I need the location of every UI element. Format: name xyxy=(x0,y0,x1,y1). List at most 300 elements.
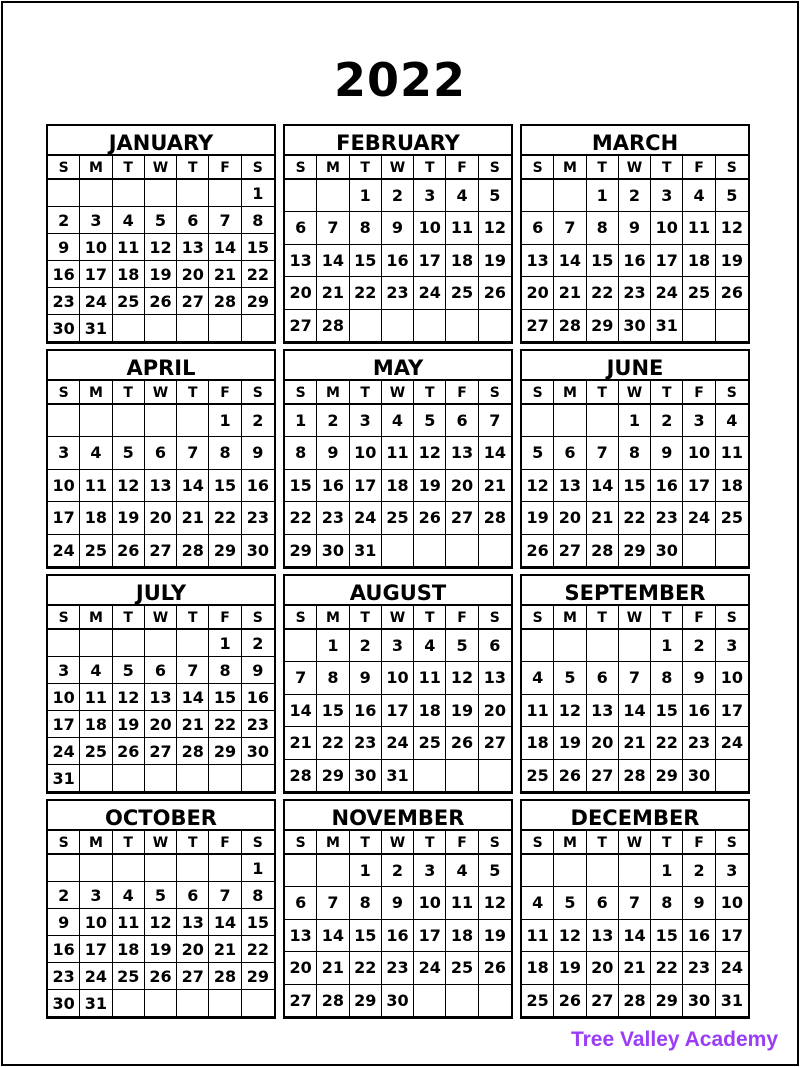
empty-day-cell xyxy=(414,535,446,567)
empty-day-cell xyxy=(209,315,241,342)
empty-day-cell xyxy=(479,760,511,792)
empty-day-cell xyxy=(554,630,586,662)
day-cell: 29 xyxy=(209,535,241,567)
day-cell: 1 xyxy=(651,855,683,887)
month-february xyxy=(283,124,513,344)
day-cell: 17 xyxy=(48,711,80,738)
weekday-header: T xyxy=(113,606,145,630)
empty-day-cell xyxy=(80,765,112,792)
day-cell: 28 xyxy=(177,738,209,765)
day-cell: 1 xyxy=(285,405,317,437)
day-cell: 30 xyxy=(683,760,715,792)
day-cell: 21 xyxy=(317,952,349,984)
day-cell: 3 xyxy=(48,657,80,684)
empty-day-cell xyxy=(113,180,145,207)
weekday-header: T xyxy=(177,156,209,180)
day-cell: 19 xyxy=(479,920,511,952)
day-cell: 8 xyxy=(209,437,241,469)
day-cell: 26 xyxy=(113,535,145,567)
day-cell: 2 xyxy=(651,405,683,437)
weekday-header: S xyxy=(48,381,80,405)
day-cell: 25 xyxy=(522,985,554,1017)
day-cell: 4 xyxy=(683,180,715,212)
day-cell: 24 xyxy=(683,502,715,534)
month-grid xyxy=(48,381,274,567)
weekday-header: S xyxy=(522,381,554,405)
day-cell: 17 xyxy=(80,936,112,963)
empty-day-cell xyxy=(177,315,209,342)
day-cell: 1 xyxy=(242,855,274,882)
day-cell: 21 xyxy=(479,470,511,502)
day-cell: 18 xyxy=(446,245,478,277)
day-cell: 6 xyxy=(177,882,209,909)
day-cell: 5 xyxy=(113,657,145,684)
day-cell: 30 xyxy=(317,535,349,567)
day-cell: 7 xyxy=(177,437,209,469)
month-name: JANUARY xyxy=(48,126,274,156)
day-cell: 5 xyxy=(716,180,748,212)
day-cell: 7 xyxy=(317,887,349,919)
weekday-header: S xyxy=(242,381,274,405)
day-cell: 20 xyxy=(285,952,317,984)
day-cell: 1 xyxy=(209,630,241,657)
empty-day-cell xyxy=(242,990,274,1017)
day-cell: 12 xyxy=(479,887,511,919)
weekday-header: T xyxy=(177,831,209,855)
day-cell: 22 xyxy=(350,952,382,984)
weekday-header: S xyxy=(716,381,748,405)
empty-day-cell xyxy=(587,405,619,437)
day-cell: 16 xyxy=(242,470,274,502)
day-cell: 10 xyxy=(651,212,683,244)
weekday-header: T xyxy=(587,381,619,405)
day-cell: 12 xyxy=(446,662,478,694)
day-cell: 25 xyxy=(113,288,145,315)
day-cell: 14 xyxy=(209,909,241,936)
day-cell: 16 xyxy=(651,470,683,502)
weekday-header: F xyxy=(446,606,478,630)
day-cell: 2 xyxy=(242,630,274,657)
day-cell: 8 xyxy=(209,657,241,684)
empty-day-cell xyxy=(177,855,209,882)
day-cell: 2 xyxy=(683,855,715,887)
empty-day-cell xyxy=(479,535,511,567)
day-cell: 4 xyxy=(716,405,748,437)
day-cell: 28 xyxy=(177,535,209,567)
day-cell: 19 xyxy=(554,727,586,759)
month-november xyxy=(283,799,513,1019)
empty-day-cell xyxy=(522,855,554,887)
empty-day-cell xyxy=(285,630,317,662)
day-cell: 4 xyxy=(522,887,554,919)
weekday-header: F xyxy=(446,156,478,180)
day-cell: 15 xyxy=(651,920,683,952)
day-cell: 6 xyxy=(479,630,511,662)
weekday-header: W xyxy=(619,831,651,855)
day-cell: 1 xyxy=(619,405,651,437)
day-cell: 13 xyxy=(554,470,586,502)
day-cell: 31 xyxy=(651,310,683,342)
day-cell: 8 xyxy=(350,887,382,919)
day-cell: 16 xyxy=(317,470,349,502)
day-cell: 9 xyxy=(382,887,414,919)
empty-day-cell xyxy=(317,855,349,887)
day-cell: 22 xyxy=(350,277,382,309)
day-cell: 30 xyxy=(242,738,274,765)
weekday-header: F xyxy=(209,381,241,405)
weekday-header: W xyxy=(619,156,651,180)
day-cell: 25 xyxy=(414,727,446,759)
day-cell: 4 xyxy=(80,437,112,469)
day-cell: 14 xyxy=(285,695,317,727)
day-cell: 15 xyxy=(587,245,619,277)
day-cell: 20 xyxy=(177,936,209,963)
month-july xyxy=(46,574,276,794)
day-cell: 18 xyxy=(446,920,478,952)
day-cell: 9 xyxy=(683,887,715,919)
weekday-header: S xyxy=(242,156,274,180)
day-cell: 3 xyxy=(651,180,683,212)
day-cell: 18 xyxy=(414,695,446,727)
month-grid xyxy=(285,831,511,1017)
month-grid xyxy=(48,831,274,1017)
weekday-header: S xyxy=(522,606,554,630)
day-cell: 15 xyxy=(651,695,683,727)
day-cell: 7 xyxy=(587,437,619,469)
day-cell: 2 xyxy=(382,180,414,212)
weekday-header: T xyxy=(587,606,619,630)
day-cell: 26 xyxy=(414,502,446,534)
weekday-header: S xyxy=(716,831,748,855)
day-cell: 19 xyxy=(414,470,446,502)
day-cell: 14 xyxy=(554,245,586,277)
day-cell: 19 xyxy=(145,261,177,288)
weekday-header: W xyxy=(145,156,177,180)
day-cell: 20 xyxy=(177,261,209,288)
day-cell: 22 xyxy=(619,502,651,534)
day-cell: 20 xyxy=(479,695,511,727)
day-cell: 11 xyxy=(414,662,446,694)
day-cell: 27 xyxy=(522,310,554,342)
day-cell: 12 xyxy=(414,437,446,469)
day-cell: 23 xyxy=(619,277,651,309)
day-cell: 16 xyxy=(382,920,414,952)
day-cell: 10 xyxy=(716,887,748,919)
day-cell: 28 xyxy=(554,310,586,342)
day-cell: 18 xyxy=(113,261,145,288)
day-cell: 29 xyxy=(587,310,619,342)
day-cell: 8 xyxy=(587,212,619,244)
weekday-header: F xyxy=(209,156,241,180)
weekday-header: W xyxy=(145,381,177,405)
day-cell: 13 xyxy=(145,470,177,502)
day-cell: 6 xyxy=(145,657,177,684)
day-cell: 1 xyxy=(317,630,349,662)
day-cell: 14 xyxy=(479,437,511,469)
day-cell: 19 xyxy=(554,952,586,984)
day-cell: 24 xyxy=(414,952,446,984)
day-cell: 16 xyxy=(48,936,80,963)
day-cell: 6 xyxy=(522,212,554,244)
day-cell: 16 xyxy=(683,920,715,952)
weekday-header: M xyxy=(317,606,349,630)
day-cell: 27 xyxy=(587,760,619,792)
weekday-header: T xyxy=(113,381,145,405)
day-cell: 28 xyxy=(619,760,651,792)
day-cell: 9 xyxy=(619,212,651,244)
weekday-header: S xyxy=(479,156,511,180)
empty-day-cell xyxy=(446,985,478,1017)
empty-day-cell xyxy=(80,630,112,657)
empty-day-cell xyxy=(145,990,177,1017)
month-september xyxy=(520,574,750,794)
day-cell: 2 xyxy=(48,207,80,234)
day-cell: 30 xyxy=(382,985,414,1017)
day-cell: 27 xyxy=(479,727,511,759)
day-cell: 21 xyxy=(177,711,209,738)
empty-day-cell xyxy=(48,630,80,657)
day-cell: 7 xyxy=(209,882,241,909)
day-cell: 17 xyxy=(382,695,414,727)
weekday-header: W xyxy=(145,831,177,855)
day-cell: 27 xyxy=(285,310,317,342)
day-cell: 13 xyxy=(587,695,619,727)
weekday-header: M xyxy=(80,381,112,405)
weekday-header: S xyxy=(716,606,748,630)
weekday-header: T xyxy=(350,381,382,405)
empty-day-cell xyxy=(177,630,209,657)
day-cell: 6 xyxy=(177,207,209,234)
day-cell: 7 xyxy=(285,662,317,694)
day-cell: 25 xyxy=(522,760,554,792)
weekday-header: F xyxy=(209,606,241,630)
day-cell: 18 xyxy=(80,711,112,738)
day-cell: 6 xyxy=(587,887,619,919)
day-cell: 25 xyxy=(113,963,145,990)
day-cell: 3 xyxy=(48,437,80,469)
empty-day-cell xyxy=(145,405,177,437)
empty-day-cell xyxy=(209,765,241,792)
empty-day-cell xyxy=(48,855,80,882)
day-cell: 15 xyxy=(285,470,317,502)
day-cell: 3 xyxy=(716,630,748,662)
day-cell: 2 xyxy=(683,630,715,662)
day-cell: 21 xyxy=(317,277,349,309)
day-cell: 13 xyxy=(177,909,209,936)
empty-day-cell xyxy=(414,760,446,792)
empty-day-cell xyxy=(48,405,80,437)
day-cell: 10 xyxy=(414,212,446,244)
weekday-header: T xyxy=(414,831,446,855)
day-cell: 8 xyxy=(317,662,349,694)
weekday-header: S xyxy=(242,606,274,630)
day-cell: 9 xyxy=(48,234,80,261)
weekday-header: M xyxy=(554,381,586,405)
empty-day-cell xyxy=(177,405,209,437)
day-cell: 11 xyxy=(113,234,145,261)
day-cell: 17 xyxy=(80,261,112,288)
day-cell: 13 xyxy=(145,684,177,711)
day-cell: 23 xyxy=(242,711,274,738)
weekday-header: S xyxy=(522,156,554,180)
day-cell: 17 xyxy=(683,470,715,502)
empty-day-cell xyxy=(446,760,478,792)
day-cell: 14 xyxy=(619,695,651,727)
day-cell: 21 xyxy=(177,502,209,534)
day-cell: 29 xyxy=(285,535,317,567)
day-cell: 1 xyxy=(242,180,274,207)
day-cell: 23 xyxy=(683,952,715,984)
day-cell: 27 xyxy=(554,535,586,567)
day-cell: 3 xyxy=(382,630,414,662)
weekday-header: S xyxy=(285,156,317,180)
empty-day-cell xyxy=(554,180,586,212)
day-cell: 2 xyxy=(350,630,382,662)
empty-day-cell xyxy=(414,985,446,1017)
day-cell: 26 xyxy=(554,760,586,792)
day-cell: 2 xyxy=(48,882,80,909)
month-december xyxy=(520,799,750,1019)
day-cell: 1 xyxy=(209,405,241,437)
day-cell: 19 xyxy=(113,711,145,738)
day-cell: 31 xyxy=(350,535,382,567)
month-grid xyxy=(285,606,511,792)
weekday-header: M xyxy=(80,831,112,855)
weekday-header: S xyxy=(716,156,748,180)
empty-day-cell xyxy=(479,310,511,342)
weekday-header: T xyxy=(350,156,382,180)
day-cell: 13 xyxy=(446,437,478,469)
day-cell: 16 xyxy=(382,245,414,277)
day-cell: 23 xyxy=(350,727,382,759)
day-cell: 2 xyxy=(619,180,651,212)
empty-day-cell xyxy=(80,405,112,437)
day-cell: 10 xyxy=(350,437,382,469)
day-cell: 18 xyxy=(522,952,554,984)
weekday-header: F xyxy=(683,156,715,180)
empty-day-cell xyxy=(177,990,209,1017)
day-cell: 19 xyxy=(716,245,748,277)
day-cell: 28 xyxy=(619,985,651,1017)
day-cell: 3 xyxy=(414,855,446,887)
day-cell: 12 xyxy=(522,470,554,502)
day-cell: 20 xyxy=(285,277,317,309)
empty-day-cell xyxy=(446,535,478,567)
day-cell: 3 xyxy=(683,405,715,437)
day-cell: 27 xyxy=(177,288,209,315)
day-cell: 10 xyxy=(48,684,80,711)
day-cell: 30 xyxy=(683,985,715,1017)
day-cell: 23 xyxy=(382,952,414,984)
day-cell: 31 xyxy=(80,990,112,1017)
day-cell: 28 xyxy=(209,963,241,990)
day-cell: 7 xyxy=(317,212,349,244)
empty-day-cell xyxy=(177,765,209,792)
day-cell: 8 xyxy=(242,882,274,909)
day-cell: 9 xyxy=(382,212,414,244)
day-cell: 26 xyxy=(716,277,748,309)
day-cell: 22 xyxy=(317,727,349,759)
month-march xyxy=(520,124,750,344)
weekday-header: S xyxy=(479,831,511,855)
day-cell: 27 xyxy=(587,985,619,1017)
day-cell: 9 xyxy=(317,437,349,469)
day-cell: 27 xyxy=(145,535,177,567)
day-cell: 23 xyxy=(382,277,414,309)
day-cell: 14 xyxy=(587,470,619,502)
day-cell: 5 xyxy=(446,630,478,662)
month-name: DECEMBER xyxy=(522,801,748,831)
empty-day-cell xyxy=(587,630,619,662)
empty-day-cell xyxy=(382,310,414,342)
weekday-header: T xyxy=(113,156,145,180)
day-cell: 6 xyxy=(145,437,177,469)
day-cell: 7 xyxy=(177,657,209,684)
empty-day-cell xyxy=(209,855,241,882)
weekday-header: T xyxy=(414,381,446,405)
empty-day-cell xyxy=(479,985,511,1017)
day-cell: 1 xyxy=(587,180,619,212)
weekday-header: T xyxy=(651,381,683,405)
day-cell: 23 xyxy=(683,727,715,759)
empty-day-cell xyxy=(113,765,145,792)
day-cell: 25 xyxy=(446,277,478,309)
day-cell: 18 xyxy=(80,502,112,534)
day-cell: 17 xyxy=(48,502,80,534)
day-cell: 4 xyxy=(414,630,446,662)
day-cell: 1 xyxy=(651,630,683,662)
weekday-header: T xyxy=(651,606,683,630)
day-cell: 8 xyxy=(651,662,683,694)
weekday-header: T xyxy=(350,606,382,630)
day-cell: 12 xyxy=(479,212,511,244)
day-cell: 29 xyxy=(619,535,651,567)
day-cell: 9 xyxy=(350,662,382,694)
day-cell: 15 xyxy=(209,470,241,502)
day-cell: 10 xyxy=(80,234,112,261)
weekday-header: W xyxy=(382,381,414,405)
day-cell: 14 xyxy=(209,234,241,261)
day-cell: 13 xyxy=(587,920,619,952)
day-cell: 26 xyxy=(522,535,554,567)
weekday-header: W xyxy=(145,606,177,630)
month-name: APRIL xyxy=(48,351,274,381)
day-cell: 27 xyxy=(177,963,209,990)
day-cell: 5 xyxy=(522,437,554,469)
day-cell: 11 xyxy=(522,695,554,727)
day-cell: 24 xyxy=(651,277,683,309)
month-august xyxy=(283,574,513,794)
month-january xyxy=(46,124,276,344)
weekday-header: S xyxy=(48,606,80,630)
weekday-header: W xyxy=(619,606,651,630)
day-cell: 18 xyxy=(716,470,748,502)
day-cell: 9 xyxy=(683,662,715,694)
weekday-header: W xyxy=(382,156,414,180)
day-cell: 20 xyxy=(446,470,478,502)
empty-day-cell xyxy=(619,855,651,887)
day-cell: 13 xyxy=(522,245,554,277)
day-cell: 10 xyxy=(48,470,80,502)
day-cell: 15 xyxy=(619,470,651,502)
day-cell: 4 xyxy=(522,662,554,694)
empty-day-cell xyxy=(414,310,446,342)
day-cell: 25 xyxy=(716,502,748,534)
weekday-header: T xyxy=(177,606,209,630)
day-cell: 6 xyxy=(285,887,317,919)
day-cell: 25 xyxy=(80,535,112,567)
month-name: AUGUST xyxy=(285,576,511,606)
